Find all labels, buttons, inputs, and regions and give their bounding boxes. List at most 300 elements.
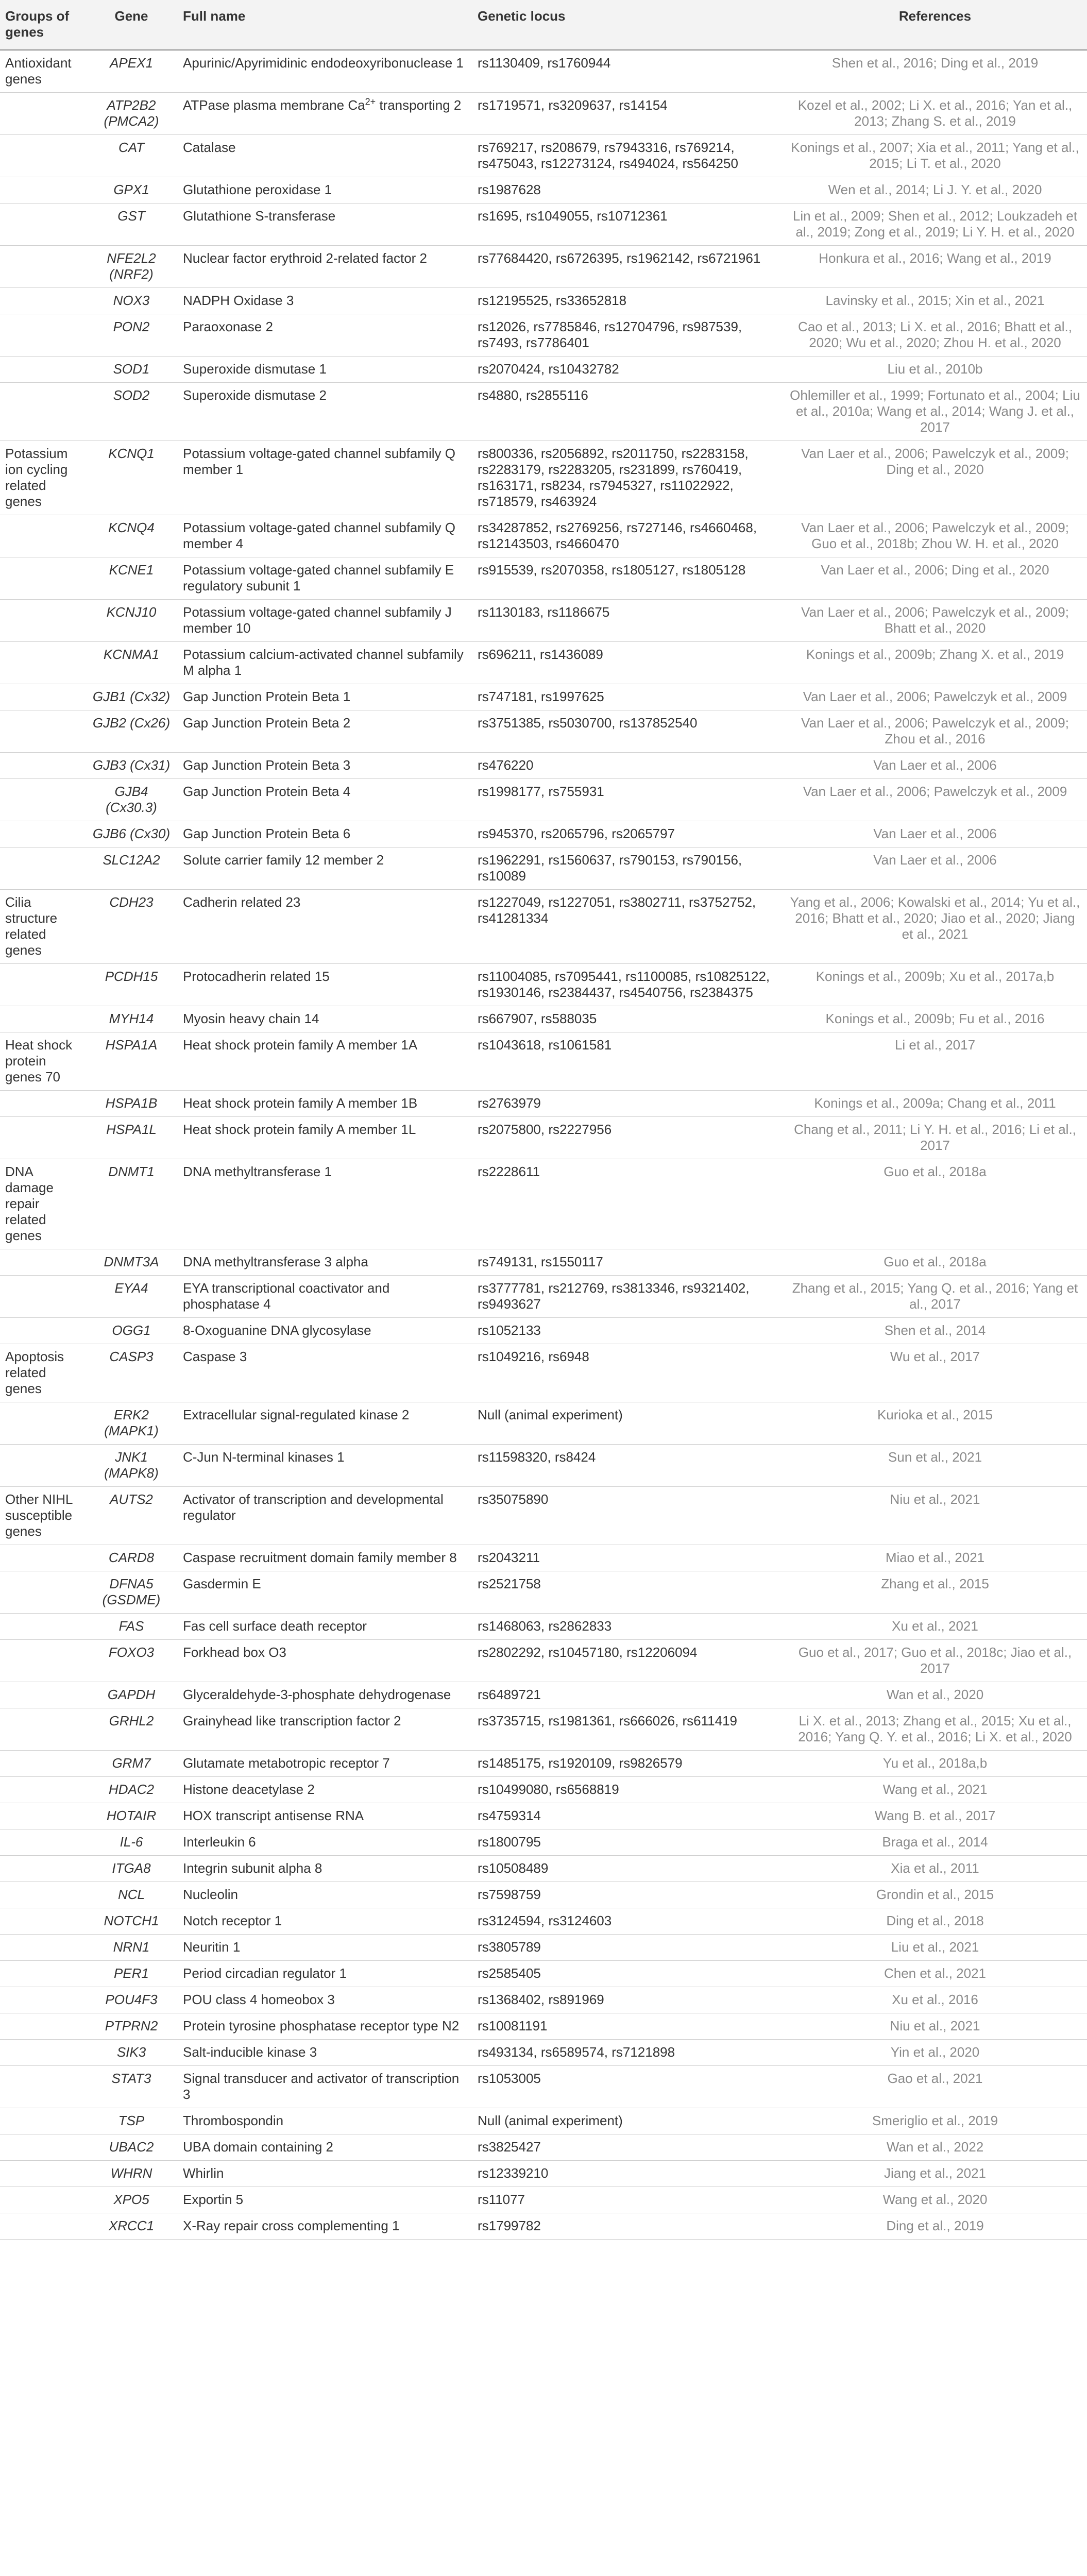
header-genetic-locus: Genetic locus <box>478 8 566 24</box>
full-name-cell: Interleukin 6 <box>183 1834 256 1850</box>
full-name-cell: Nuclear factor erythroid 2-related factor 2 <box>183 250 427 266</box>
gene-cell: NFE2L2 (NRF2) <box>107 250 156 282</box>
genetic-locus-cell: rs1800795 <box>478 1834 541 1850</box>
references-cell: Braga et al., 2014 <box>882 1834 988 1850</box>
gene-cell: GST <box>117 208 145 224</box>
references-cell: Van Laer et al., 2006 <box>873 757 997 773</box>
references-cell: Gao et al., 2021 <box>887 2071 983 2086</box>
full-name-cell: Caspase recruitment domain family member 8 <box>183 1550 457 1565</box>
full-name-tail: transporting 2 <box>376 97 462 113</box>
table-row <box>0 848 1087 890</box>
gene-cell: NCL <box>117 1887 145 1902</box>
gene-cell: CASP3 <box>109 1349 154 1364</box>
references-cell: Wu et al., 2017 <box>890 1349 980 1364</box>
full-name-cell: Gap Junction Protein Beta 6 <box>183 826 351 841</box>
group-cell <box>0 1318 85 1344</box>
group-cell: Heat shock protein genes 70 <box>5 1037 73 1084</box>
references-cell: Ohlemiller et al., 1999; Fortunato et al., 2004; Liu et al., 2010a; Wang et al., 2014; Wang J. et al., 2017 <box>790 387 1080 435</box>
gene-cell: GJB1 (Cx32) <box>92 689 171 704</box>
genetic-locus-cell: rs12195525, rs33652818 <box>478 293 627 308</box>
genetic-locus-cell: rs4880, rs2855116 <box>478 387 588 403</box>
table-row <box>0 642 1087 684</box>
table-row <box>0 1708 1087 1751</box>
references-cell: Van Laer et al., 2006; Pawelczyk et al., 2009 <box>803 689 1067 704</box>
table-row <box>0 2213 1087 2240</box>
references-cell: Van Laer et al., 2006; Pawelczyk et al., 2009 <box>803 784 1067 799</box>
header-gene: Gene <box>114 8 148 24</box>
references-cell: Van Laer et al., 2006; Pawelczyk et al., 2009; Guo et al., 2018b; Zhou W. H. et al., 2020 <box>801 520 1069 551</box>
gene-cell: SIK3 <box>116 2044 146 2060</box>
genetic-locus-cell: rs10081191 <box>478 2018 548 2033</box>
genetic-locus-cell: rs1227049, rs1227051, rs3802711, rs3752752, rs41281334 <box>478 894 756 926</box>
full-name-cell: Catalase <box>183 140 236 155</box>
gene-cell: PON2 <box>113 319 150 334</box>
full-name-cell: Gap Junction Protein Beta 3 <box>183 757 351 773</box>
full-name-cell: 8-Oxoguanine DNA glycosylase <box>183 1323 371 1338</box>
genetic-locus-cell: rs3777781, rs212769, rs3813346, rs9321402, rs9493627 <box>478 1280 750 1312</box>
references-cell: Konings et al., 2007; Xia et al., 2011; Yang et al., 2015; Li T. et al., 2020 <box>791 140 1079 171</box>
table-row <box>0 600 1087 642</box>
group-cell <box>0 1682 85 1708</box>
genetic-locus-cell: rs2521758 <box>478 1576 541 1591</box>
full-name-cell: Glutathione S-transferase <box>183 208 336 224</box>
gene-cell: IL-6 <box>120 1834 143 1850</box>
table-row <box>0 93 1087 135</box>
references-cell: Van Laer et al., 2006 <box>873 826 997 841</box>
full-name-cell: Superoxide dismutase 2 <box>183 387 327 403</box>
table-row <box>0 890 1087 964</box>
gene-cell: ITGA8 <box>112 1860 151 1876</box>
genetic-locus-cell: rs10508489 <box>478 1860 549 1876</box>
full-name-cell: NADPH Oxidase 3 <box>183 293 294 308</box>
full-name-cell: Gasdermin E <box>183 1576 261 1591</box>
references-cell: Lavinsky et al., 2015; Xin et al., 2021 <box>825 293 1045 308</box>
genetic-locus-cell: rs1799782 <box>478 2218 541 2233</box>
group-cell <box>0 2134 85 2161</box>
full-name-cell: HOX transcript antisense RNA <box>183 1808 364 1823</box>
references-cell: Ding et al., 2019 <box>886 2218 984 2233</box>
references-cell: Konings et al., 2009a; Chang et al., 2011 <box>814 1095 1056 1111</box>
references-cell: Wan et al., 2022 <box>886 2139 984 2155</box>
gene-cell: NOX3 <box>113 293 150 308</box>
gene-cell: KCNQ4 <box>108 520 155 535</box>
table-row <box>0 1961 1087 1987</box>
table-row <box>0 1276 1087 1318</box>
gene-cell: KCNE1 <box>109 562 154 578</box>
genetic-locus-cell: rs11004085, rs7095441, rs1100085, rs10825122, rs1930146, rs2384437, rs4540756, rs2384375 <box>478 969 770 1000</box>
references-cell: Li X. et al., 2013; Zhang et al., 2015; Xu et al., 2016; Yang Q. Y. et al., 2016; Li X. et al., 2020 <box>798 1713 1072 1744</box>
gene-cell: HSPA1L <box>106 1122 157 1137</box>
table-row <box>0 1856 1087 1882</box>
genetic-locus-cell: rs11598320, rs8424 <box>478 1449 596 1465</box>
group-cell <box>0 1614 85 1640</box>
group-cell <box>0 1445 85 1487</box>
group-cell <box>0 1803 85 1829</box>
genetic-locus-cell: rs11077 <box>478 2192 525 2207</box>
full-name-cell: Glutamate metabotropic receptor 7 <box>183 1755 390 1771</box>
table-row <box>0 2108 1087 2134</box>
gene-cell: APEX1 <box>110 55 153 71</box>
table-row <box>0 1445 1087 1487</box>
full-name-cell: Thrombospondin <box>183 2113 284 2128</box>
references-cell: Li et al., 2017 <box>894 1037 976 1053</box>
table-row <box>0 177 1087 204</box>
gene-cell: DNMT1 <box>108 1164 155 1179</box>
references-cell: Guo et al., 2017; Guo et al., 2018c; Jiao et al., 2017 <box>798 1645 1072 1676</box>
full-name-cell: C-Jun N-terminal kinases 1 <box>183 1449 345 1465</box>
gene-cell: ATP2B2 (PMCA2) <box>104 97 159 129</box>
gene-cell: OGG1 <box>112 1323 151 1338</box>
group-cell: Cilia structure related genes <box>5 894 58 958</box>
gene-cell: SOD1 <box>113 361 150 377</box>
references-cell: Van Laer et al., 2006; Pawelczyk et al., 2009; Zhou et al., 2016 <box>801 715 1069 747</box>
genetic-locus-cell: rs2585405 <box>478 1965 541 1981</box>
genetic-locus-cell: Null (animal experiment) <box>478 2113 623 2128</box>
genetic-locus-cell: rs3805789 <box>478 1939 541 1955</box>
full-name-cell: Potassium voltage-gated channel subfamily E regulatory subunit 1 <box>183 562 454 594</box>
gene-cell: DNMT3A <box>104 1254 159 1269</box>
table-row <box>0 357 1087 383</box>
gene-cell: MYH14 <box>109 1011 154 1026</box>
full-name-cell: Myosin heavy chain 14 <box>183 1011 319 1026</box>
references-cell: Konings et al., 2009b; Xu et al., 2017a,b <box>816 969 1055 984</box>
full-name-cell: Signal transducer and activator of transcription 3 <box>183 2071 460 2102</box>
full-name-cell: Whirlin <box>183 2165 224 2181</box>
full-name-cell: Heat shock protein family A member 1B <box>183 1095 418 1111</box>
genetic-locus-cell: rs10499080, rs6568819 <box>478 1782 619 1797</box>
full-name-superscript: 2+ <box>365 96 376 107</box>
gene-cell: POU4F3 <box>105 1992 158 2007</box>
gene-cell: KCNJ10 <box>106 604 157 620</box>
table-row <box>0 204 1087 246</box>
table-row <box>0 383 1087 441</box>
genetic-locus-cell: rs1987628 <box>478 182 541 197</box>
genetic-locus-cell: rs2802292, rs10457180, rs12206094 <box>478 1645 698 1660</box>
genetic-locus-cell: rs1049216, rs6948 <box>478 1349 589 1364</box>
full-name-cell: Paraoxonase 2 <box>183 319 273 334</box>
gene-cell: DFNA5 (GSDME) <box>102 1576 161 1607</box>
gene-cell: NOTCH1 <box>104 1913 159 1928</box>
genetic-locus-cell: rs945370, rs2065796, rs2065797 <box>478 826 675 841</box>
references-cell: Yin et al., 2020 <box>890 2044 980 2060</box>
table-row <box>0 1682 1087 1708</box>
group-cell <box>0 1708 85 1751</box>
full-name-cell: Exportin 5 <box>183 2192 244 2207</box>
references-cell: Wang et al., 2020 <box>882 2192 988 2207</box>
table-row <box>0 1159 1087 1249</box>
table-row <box>0 1987 1087 2013</box>
gene-cell: HSPA1A <box>105 1037 158 1053</box>
genetic-locus-cell: rs3735715, rs1981361, rs666026, rs611419 <box>478 1713 738 1728</box>
genetic-locus-cell: rs1053005 <box>478 2071 541 2086</box>
full-name-cell: Solute carrier family 12 member 2 <box>183 852 384 868</box>
references-cell: Honkura et al., 2016; Wang et al., 2019 <box>819 250 1051 266</box>
table-row <box>0 1249 1087 1276</box>
group-cell <box>0 964 85 1006</box>
genetic-locus-cell: rs696211, rs1436089 <box>478 647 603 662</box>
group-cell <box>0 1777 85 1803</box>
full-name-cell: Grainyhead like transcription factor 2 <box>183 1713 401 1728</box>
group-cell <box>0 1829 85 1856</box>
table-row <box>0 821 1087 848</box>
table-row <box>0 1829 1087 1856</box>
references-cell: Van Laer et al., 2006 <box>873 852 997 868</box>
full-name-cell: Protocadherin related 15 <box>183 969 330 984</box>
group-cell <box>0 710 85 753</box>
references-cell: Kozel et al., 2002; Li X. et al., 2016; Yan et al., 2013; Zhang S. et al., 2019 <box>797 97 1073 129</box>
genetic-locus-cell: rs34287852, rs2769256, rs727146, rs4660468, rs12143503, rs4660470 <box>478 520 757 551</box>
full-name-text: ATPase plasma membrane Ca <box>183 97 365 113</box>
full-name-cell: Neuritin 1 <box>183 1939 241 1955</box>
gene-cell: HOTAIR <box>106 1808 157 1823</box>
full-name-cell: Potassium voltage-gated channel subfamily J member 10 <box>183 604 452 636</box>
genetic-locus-cell: rs12026, rs7785846, rs12704796, rs987539, rs7493, rs7786401 <box>478 319 742 350</box>
table-row <box>0 1032 1087 1091</box>
references-cell: Van Laer et al., 2006; Pawelczyk et al., 2009; Bhatt et al., 2020 <box>801 604 1069 636</box>
group-cell <box>0 383 85 441</box>
gene-cell: GRM7 <box>112 1755 151 1771</box>
gene-cell: JNK1 (MAPK8) <box>104 1449 159 1481</box>
group-cell <box>0 1117 85 1159</box>
table-row <box>0 1402 1087 1445</box>
genetic-locus-cell: rs1368402, rs891969 <box>478 1992 604 2007</box>
table-row <box>0 1908 1087 1935</box>
references-cell: Guo et al., 2018a <box>884 1254 987 1269</box>
group-cell <box>0 753 85 779</box>
group-cell <box>0 288 85 314</box>
gene-cell: KCNMA1 <box>103 647 160 662</box>
group-cell <box>0 2161 85 2187</box>
full-name-cell: Glutathione peroxidase 1 <box>183 182 332 197</box>
full-name-cell: Heat shock protein family A member 1L <box>183 1122 416 1137</box>
table-row <box>0 1777 1087 1803</box>
table-row <box>0 50 1087 93</box>
full-name-cell: Nucleolin <box>183 1887 238 1902</box>
table-row <box>0 1614 1087 1640</box>
group-cell <box>0 684 85 710</box>
references-cell: Van Laer et al., 2006; Ding et al., 2020 <box>821 562 1049 578</box>
full-name-cell: Gap Junction Protein Beta 2 <box>183 715 351 731</box>
references-cell: Wan et al., 2020 <box>886 1687 984 1702</box>
full-name-cell: Activator of transcription and developmental regulator <box>183 1492 444 1523</box>
full-name-cell: DNA methyltransferase 3 alpha <box>183 1254 368 1269</box>
genetic-locus-cell: rs2228611 <box>478 1164 540 1179</box>
group-cell <box>0 2013 85 2040</box>
full-name-cell: Gap Junction Protein Beta 4 <box>183 784 351 799</box>
full-name-cell: X-Ray repair cross complementing 1 <box>183 2218 400 2233</box>
references-cell: Shen et al., 2014 <box>884 1323 986 1338</box>
table-row <box>0 1344 1087 1402</box>
full-name-cell: Apurinic/Apyrimidinic endodeoxyribonuclease 1 <box>183 55 464 71</box>
group-cell <box>0 1856 85 1882</box>
gene-cell: GJB2 (Cx26) <box>92 715 171 731</box>
full-name-cell: EYA transcriptional coactivator and phosphatase 4 <box>183 1280 390 1312</box>
group-cell <box>0 1006 85 1032</box>
table-row <box>0 314 1087 357</box>
gene-cell: SLC12A2 <box>103 852 160 868</box>
genetic-locus-cell: rs1052133 <box>478 1323 541 1338</box>
group-cell: Potassium ion cycling related genes <box>5 446 68 509</box>
gene-cell: FAS <box>118 1618 144 1634</box>
references-cell: Miao et al., 2021 <box>885 1550 985 1565</box>
table-row <box>0 1487 1087 1545</box>
references-cell: Niu et al., 2021 <box>890 1492 980 1507</box>
genetic-locus-cell: rs2070424, rs10432782 <box>478 361 619 377</box>
gene-cell: CARD8 <box>108 1550 155 1565</box>
group-cell <box>0 357 85 383</box>
gene-cell: CDH23 <box>109 894 154 910</box>
gene-cell: UBAC2 <box>109 2139 154 2155</box>
group-cell: Antioxidant genes <box>5 55 72 87</box>
gene-cell: SOD2 <box>113 387 150 403</box>
group-cell <box>0 557 85 600</box>
group-cell: DNA damage repair related genes <box>5 1164 54 1243</box>
genetic-locus-cell: rs769217, rs208679, rs7943316, rs769214, rs475043, rs12273124, rs494024, rs564250 <box>478 140 738 171</box>
header-references: References <box>898 8 972 24</box>
genetic-locus-cell: rs747181, rs1997625 <box>478 689 604 704</box>
gene-cell: PTPRN2 <box>105 2018 158 2033</box>
full-name-cell: Integrin subunit alpha 8 <box>183 1860 322 1876</box>
full-name-cell: Heat shock protein family A member 1A <box>183 1037 418 1053</box>
references-cell: Konings et al., 2009b; Zhang X. et al., 2019 <box>806 647 1064 662</box>
full-name-cell: Forkhead box O3 <box>183 1645 286 1660</box>
full-name-cell: Notch receptor 1 <box>183 1913 282 1928</box>
full-name-cell: Gap Junction Protein Beta 1 <box>183 689 351 704</box>
table-row <box>0 710 1087 753</box>
table-row <box>0 2134 1087 2161</box>
full-name-cell: POU class 4 homeobox 3 <box>183 1992 335 2007</box>
gene-cell: FOXO3 <box>108 1645 155 1660</box>
table-body <box>0 50 1087 2240</box>
group-cell <box>0 246 85 288</box>
table-row <box>0 1091 1087 1117</box>
gene-cell: XPO5 <box>113 2192 149 2207</box>
table-row <box>0 2013 1087 2040</box>
group-cell <box>0 135 85 177</box>
table-row <box>0 246 1087 288</box>
gene-cell: GPX1 <box>113 182 149 197</box>
genetic-locus-cell: rs3124594, rs3124603 <box>478 1913 612 1928</box>
table-row <box>0 1006 1087 1032</box>
gene-cell: TSP <box>118 2113 145 2128</box>
table-row <box>0 1803 1087 1829</box>
gene-cell: HSPA1B <box>105 1095 158 1111</box>
genetic-locus-cell: rs476220 <box>478 757 534 773</box>
group-cell <box>0 1640 85 1682</box>
header-full-name: Full name <box>183 8 246 24</box>
full-name-cell: Potassium voltage-gated channel subfamily Q member 4 <box>183 520 455 551</box>
references-cell: Chang et al., 2011; Li Y. H. et al., 2016; Li et al., 2017 <box>794 1122 1076 1153</box>
references-cell: Liu et al., 2021 <box>891 1939 979 1955</box>
group-cell <box>0 1882 85 1908</box>
group-cell <box>0 642 85 684</box>
table-row <box>0 557 1087 600</box>
table-row <box>0 2066 1087 2108</box>
group-cell <box>0 2066 85 2108</box>
table-row <box>0 2161 1087 2187</box>
group-cell <box>0 821 85 848</box>
genetic-locus-cell: rs1695, rs1049055, rs10712361 <box>478 208 668 224</box>
gene-cell: GJB6 (Cx30) <box>92 826 171 841</box>
table-header-row <box>0 0 1087 50</box>
genetic-locus-cell: rs4759314 <box>478 1808 541 1823</box>
full-name-cell: Histone deacetylase 2 <box>183 1782 315 1797</box>
table-row <box>0 135 1087 177</box>
genetic-locus-cell: rs493134, rs6589574, rs7121898 <box>478 2044 675 2060</box>
group-cell <box>0 1751 85 1777</box>
header-group: Groups of genes <box>5 8 70 40</box>
references-cell: Chen et al., 2021 <box>884 1965 987 1981</box>
genetic-locus-cell: rs749131, rs1550117 <box>478 1254 603 1269</box>
group-cell <box>0 1276 85 1318</box>
full-name-cell: Period circadian regulator 1 <box>183 1965 347 1981</box>
genetic-locus-cell: rs667907, rs588035 <box>478 1011 597 1026</box>
genetic-locus-cell: rs7598759 <box>478 1887 541 1902</box>
gene-cell: GJB4 (Cx30.3) <box>106 784 157 815</box>
group-cell: Apoptosis related genes <box>5 1349 64 1396</box>
full-name-cell: Extracellular signal-regulated kinase 2 <box>183 1407 410 1422</box>
table-row <box>0 1318 1087 1344</box>
group-cell: Other NIHL susceptible genes <box>5 1492 73 1539</box>
gene-cell: KCNQ1 <box>108 446 155 461</box>
group-cell <box>0 1091 85 1117</box>
references-cell: Ding et al., 2018 <box>886 1913 984 1928</box>
full-name-cell: Salt-inducible kinase 3 <box>183 2044 317 2060</box>
genetic-locus-cell: rs800336, rs2056892, rs2011750, rs2283158, rs2283179, rs2283205, rs231899, rs760419, rs163171, rs8234, rs7945327, rs11022922, rs718579, rs463924 <box>478 446 749 509</box>
group-cell <box>0 515 85 557</box>
references-cell: Niu et al., 2021 <box>890 2018 980 2033</box>
full-name-cell: Superoxide dismutase 1 <box>183 361 327 377</box>
references-cell: Sun et al., 2021 <box>888 1449 982 1465</box>
full-name-cell: Glyceraldehyde-3-phosphate dehydrogenase <box>183 1687 451 1702</box>
gene-cell: AUTS2 <box>110 1492 153 1507</box>
full-name-cell: Caspase 3 <box>183 1349 247 1364</box>
references-cell: Guo et al., 2018a <box>884 1164 987 1179</box>
gene-cell: GJB3 (Cx31) <box>92 757 171 773</box>
genetic-locus-cell: rs1043618, rs1061581 <box>478 1037 612 1053</box>
genetic-locus-cell: rs2763979 <box>478 1095 541 1111</box>
references-cell: Yu et al., 2018a,b <box>882 1755 988 1771</box>
group-cell <box>0 1935 85 1961</box>
group-cell <box>0 93 85 135</box>
references-cell: Zhang et al., 2015 <box>881 1576 989 1591</box>
table-row <box>0 753 1087 779</box>
group-cell <box>0 1545 85 1571</box>
group-cell <box>0 848 85 890</box>
gene-cell: CAT <box>118 140 145 155</box>
genetic-locus-cell: rs77684420, rs6726395, rs1962142, rs6721961 <box>478 250 761 266</box>
gene-cell: STAT3 <box>111 2071 151 2086</box>
table-row <box>0 515 1087 557</box>
full-name-cell: Cadherin related 23 <box>183 894 301 910</box>
full-name-cell: Potassium voltage-gated channel subfamily Q member 1 <box>183 446 455 477</box>
genetic-locus-cell: rs1962291, rs1560637, rs790153, rs790156, rs10089 <box>478 852 742 884</box>
references-cell: Smeriglio et al., 2019 <box>872 2113 998 2128</box>
group-cell <box>0 2040 85 2066</box>
table-row <box>0 1751 1087 1777</box>
references-cell: Xia et al., 2011 <box>891 1860 979 1876</box>
genetic-locus-cell: rs2075800, rs2227956 <box>478 1122 612 1137</box>
gene-cell: GAPDH <box>107 1687 156 1702</box>
table-row <box>0 1935 1087 1961</box>
references-cell: Van Laer et al., 2006; Pawelczyk et al., 2009; Ding et al., 2020 <box>801 446 1069 477</box>
table-row <box>0 779 1087 821</box>
group-cell <box>0 1961 85 1987</box>
table-row <box>0 1117 1087 1159</box>
group-cell <box>0 1571 85 1614</box>
gene-cell: PCDH15 <box>105 969 158 984</box>
gene-cell: HDAC2 <box>108 1782 155 1797</box>
